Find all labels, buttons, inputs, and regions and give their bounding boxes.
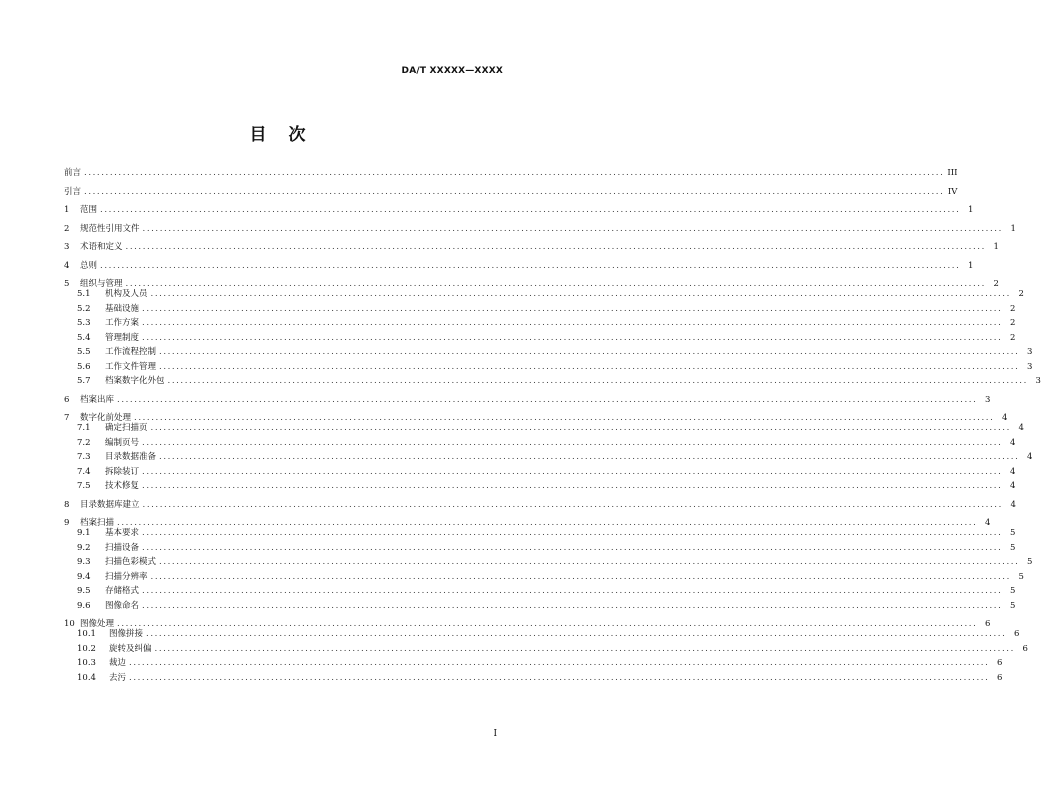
dot-leader: ........................................................................................................................................................................................................ <box>142 481 1003 491</box>
toc-entry-page: 3 <box>1026 347 1033 357</box>
toc-entry[interactable] <box>64 361 1033 372</box>
toc-entry-page: 1 <box>1010 223 1016 234</box>
toc-entry-label: 档案出库 <box>80 394 115 405</box>
toc-entry-page: 4 <box>1010 499 1016 510</box>
toc-entry[interactable] <box>64 394 991 405</box>
toc-entry[interactable] <box>64 332 1016 343</box>
dot-leader: ........................................................................................................................................................................................................ <box>146 629 1007 639</box>
toc-entry-page: IV <box>947 186 958 197</box>
dot-leader: ........................................................................................................................................................................................................ <box>100 260 961 271</box>
toc-entry-label: 档案数字化外包 <box>105 376 165 386</box>
toc-entry[interactable] <box>64 619 991 629</box>
toc-entry[interactable] <box>64 466 1016 477</box>
toc-entry-label: 总则 <box>80 260 98 271</box>
toc-entry-page: 2 <box>1018 289 1024 299</box>
toc-entry[interactable] <box>64 260 974 271</box>
toc-entry-page: 3 <box>1026 361 1033 372</box>
toc-entry-number: 9.3 <box>77 557 91 567</box>
toc-entry[interactable] <box>64 481 1016 491</box>
toc-entry-number: 10.4 <box>77 672 96 683</box>
toc-entry-number: 5.7 <box>77 376 91 386</box>
dot-leader: ........................................................................................................................................................................................................ <box>150 571 1011 582</box>
toc-entry-label: 图像处理 <box>80 619 115 629</box>
toc-entry[interactable] <box>64 658 1003 668</box>
toc-entry-label: 裁边 <box>109 658 127 668</box>
dot-leader: ........................................................................................................................................................................................................ <box>159 557 1020 567</box>
toc-entry-number: 7 <box>64 413 70 423</box>
toc-entry-number: 7.4 <box>77 466 91 477</box>
dot-leader: ........................................................................................................................................................................................................ <box>159 347 1020 357</box>
toc-entry[interactable] <box>64 557 1033 567</box>
toc-entry-page: 4 <box>1018 423 1024 433</box>
dot-leader: ........................................................................................................................................................................................................ <box>129 672 990 683</box>
toc-entry-number: 5.5 <box>77 347 91 357</box>
toc-entry-label: 拆除装订 <box>105 466 140 477</box>
toc-entry[interactable] <box>64 600 1016 611</box>
dot-leader: ........................................................................................................................................................................................................ <box>117 619 978 629</box>
toc-entry-page: 5 <box>1009 600 1016 611</box>
toc-entry-label: 图像命名 <box>105 600 140 611</box>
page-number: I <box>493 729 497 739</box>
toc-entry-page: 4 <box>1026 452 1033 462</box>
dot-leader: ........................................................................................................................................................................................................ <box>142 586 1003 596</box>
toc-entry[interactable] <box>64 586 1016 596</box>
toc-entry-page: 5 <box>1009 586 1016 596</box>
toc-entry-label: 档案扫描 <box>80 518 115 528</box>
dot-leader: ........................................................................................................................................................................................................ <box>84 168 945 178</box>
toc-entry-page: 2 <box>1009 332 1016 343</box>
toc-entry[interactable] <box>64 289 1024 299</box>
toc-entry-label: 工作文件管理 <box>105 361 157 372</box>
toc-entry-label: 扫描分辨率 <box>105 571 148 582</box>
dot-leader: ........................................................................................................................................................................................................ <box>167 376 1028 386</box>
toc-entry-number: 5.4 <box>77 332 91 343</box>
toc-entry-number: 5.6 <box>77 361 91 372</box>
toc-entry-number: 10.1 <box>77 629 96 639</box>
toc-entry-label: 去污 <box>109 672 127 683</box>
dot-leader: ........................................................................................................................................................................................................ <box>100 205 961 215</box>
dot-leader: ........................................................................................................................................................................................................ <box>142 332 1003 343</box>
dot-leader: ........................................................................................................................................................................................................ <box>142 600 1003 611</box>
toc-entry[interactable] <box>64 205 974 215</box>
dot-leader: ........................................................................................................................................................................................................ <box>142 528 1003 538</box>
toc-entry-page: 4 <box>1009 466 1016 477</box>
dot-leader: ........................................................................................................................................................................................................ <box>142 318 1003 328</box>
toc-entry-label: 范围 <box>80 205 98 215</box>
toc-entry-number: 9.5 <box>77 586 91 596</box>
toc-entry-number: 9.2 <box>77 542 91 553</box>
toc-entry[interactable] <box>64 186 958 197</box>
toc-entry-number: 7.2 <box>77 437 91 448</box>
toc-entry-page: 6 <box>996 658 1003 668</box>
toc-entry-number: 4 <box>64 260 70 271</box>
toc-entry-number: 5 <box>64 279 70 289</box>
toc-entry-page: 6 <box>984 619 991 629</box>
toc-entry-number: 2 <box>64 223 70 234</box>
toc-entry-page: 1 <box>967 205 974 215</box>
toc-entry-label: 旋转及纠偏 <box>109 643 152 654</box>
toc-entry[interactable] <box>64 629 1020 639</box>
dot-leader: ........................................................................................................................................................................................................ <box>142 303 1003 314</box>
toc-entry-label: 确定扫描页 <box>105 423 148 433</box>
toc-entry-label: 扫描色彩模式 <box>105 557 157 567</box>
toc-entry-number: 8 <box>64 499 70 510</box>
toc-entry-number: 7.5 <box>77 481 91 491</box>
toc-entry-number: 5.2 <box>77 303 91 314</box>
toc-entry[interactable] <box>64 318 1016 328</box>
dot-leader: ........................................................................................................................................................................................................ <box>159 361 1020 372</box>
toc-entry-page: 5 <box>1009 542 1016 553</box>
toc-entry[interactable] <box>64 542 1016 553</box>
dot-leader: ........................................................................................................................................................................................................ <box>150 423 1011 433</box>
toc-entry-number: 7.3 <box>77 452 91 462</box>
dot-leader: ........................................................................................................................................................................................................ <box>117 394 978 405</box>
toc-entry[interactable] <box>64 423 1024 433</box>
toc-entry-label: 目录数据准备 <box>105 452 157 462</box>
dot-leader: ........................................................................................................................................................................................................ <box>134 413 995 423</box>
toc-entry-number: 7.1 <box>77 423 91 433</box>
dot-leader: ........................................................................................................................................................................................................ <box>125 279 986 289</box>
dot-leader: ........................................................................................................................................................................................................ <box>150 289 1011 299</box>
toc-entry-page: 5 <box>1026 557 1033 567</box>
toc-entry[interactable] <box>64 672 1003 683</box>
toc-entry-label: 工作流程控制 <box>105 347 157 357</box>
toc-entry-label: 引言 <box>64 186 82 197</box>
dot-leader: ........................................................................................................................................................................................................ <box>154 643 1015 654</box>
toc-entry[interactable] <box>64 528 1016 538</box>
toc-entry-number: 10.3 <box>77 658 96 668</box>
document-code: DA/T XXXXX—XXXX <box>401 66 503 76</box>
toc-entry[interactable] <box>64 518 991 528</box>
toc-entry-label: 扫描设备 <box>105 542 140 553</box>
toc-entry[interactable] <box>64 499 1016 510</box>
toc-entry[interactable] <box>64 413 1008 423</box>
toc-entry-page: 6 <box>1022 643 1028 654</box>
toc-entry-number: 3 <box>64 242 70 252</box>
toc-entry-label: 技术修复 <box>105 481 140 491</box>
toc-entry-number: 5.1 <box>77 289 91 299</box>
toc-entry-label: 机构及人员 <box>105 289 148 299</box>
toc-entry-label: 图像拼接 <box>109 629 144 639</box>
toc-entry-page: 5 <box>1009 528 1016 538</box>
toc-entry-page: 3 <box>1035 376 1041 386</box>
toc-entry-page: 2 <box>993 279 999 289</box>
toc-entry[interactable] <box>64 452 1033 462</box>
toc-entry[interactable] <box>64 643 1028 654</box>
dot-leader: ........................................................................................................................................................................................................ <box>117 518 978 528</box>
toc-entry[interactable] <box>64 168 958 178</box>
toc-entry-number: 10 <box>64 619 75 629</box>
toc-entry-number: 10.2 <box>77 643 96 654</box>
toc-entry-page: 3 <box>984 394 991 405</box>
toc-entry[interactable] <box>64 437 1016 448</box>
toc-entry-number: 9.4 <box>77 571 91 582</box>
toc-entry[interactable] <box>64 242 999 252</box>
toc-entry-label: 组织与管理 <box>80 279 123 289</box>
toc-entry-label: 术语和定义 <box>80 242 123 252</box>
toc-entry-label: 基础设施 <box>105 303 140 314</box>
toc-entry-number: 9 <box>64 518 70 528</box>
toc-entry-page: 5 <box>1018 571 1024 582</box>
toc-entry-label: 目录数据库建立 <box>80 499 140 510</box>
toc-entry-page: 4 <box>984 518 991 528</box>
dot-leader: ........................................................................................................................................................................................................ <box>142 223 1003 234</box>
toc-entry-label: 规范性引用文件 <box>80 223 140 234</box>
toc-entry-label: 基本要求 <box>105 528 140 538</box>
toc-entry-page: 6 <box>996 672 1003 683</box>
toc-entry-page: 4 <box>1009 481 1016 491</box>
dot-leader: ........................................................................................................................................................................................................ <box>142 466 1003 477</box>
toc-entry-number: 6 <box>64 394 70 405</box>
toc-entry-label: 数字化前处理 <box>80 413 132 423</box>
toc-entry-number: 1 <box>64 205 70 215</box>
toc-entry-number: 9.6 <box>77 600 91 611</box>
toc-entry[interactable] <box>64 223 1016 234</box>
toc-entry-label: 工作方案 <box>105 318 140 328</box>
dot-leader: ........................................................................................................................................................................................................ <box>159 452 1020 462</box>
toc-entry[interactable] <box>64 347 1033 357</box>
toc-entry-page: III <box>947 168 958 178</box>
toc-entry-label: 前言 <box>64 168 82 178</box>
toc-entry-page: 6 <box>1013 629 1020 639</box>
toc-entry-page: 2 <box>1009 303 1016 314</box>
dot-leader: ........................................................................................................................................................................................................ <box>142 437 1003 448</box>
dot-leader: ........................................................................................................................................................................................................ <box>129 658 990 668</box>
toc-entry-page: 1 <box>967 260 974 271</box>
toc-entry-label: 存储格式 <box>105 586 140 596</box>
toc-entry-label: 管理制度 <box>105 332 140 343</box>
dot-leader: ........................................................................................................................................................................................................ <box>142 499 1003 510</box>
toc-entry-page: 4 <box>1009 437 1016 448</box>
toc-entry-number: 5.3 <box>77 318 91 328</box>
dot-leader: ........................................................................................................................................................................................................ <box>125 242 986 252</box>
page-title: 目次 <box>249 125 328 145</box>
toc-entry[interactable] <box>64 376 1041 386</box>
toc-entry-number: 9.1 <box>77 528 91 538</box>
dot-leader: ........................................................................................................................................................................................................ <box>142 542 1003 553</box>
toc-entry-page: 4 <box>1001 413 1008 423</box>
toc-entry[interactable] <box>64 303 1016 314</box>
toc-entry[interactable] <box>64 279 999 289</box>
toc-entry-label: 编制页号 <box>105 437 140 448</box>
toc-entry[interactable] <box>64 571 1024 582</box>
toc-entry-page: 2 <box>1009 318 1016 328</box>
dot-leader: ........................................................................................................................................................................................................ <box>84 186 945 197</box>
table-of-contents <box>64 168 1041 683</box>
toc-entry-page: 1 <box>993 242 999 252</box>
